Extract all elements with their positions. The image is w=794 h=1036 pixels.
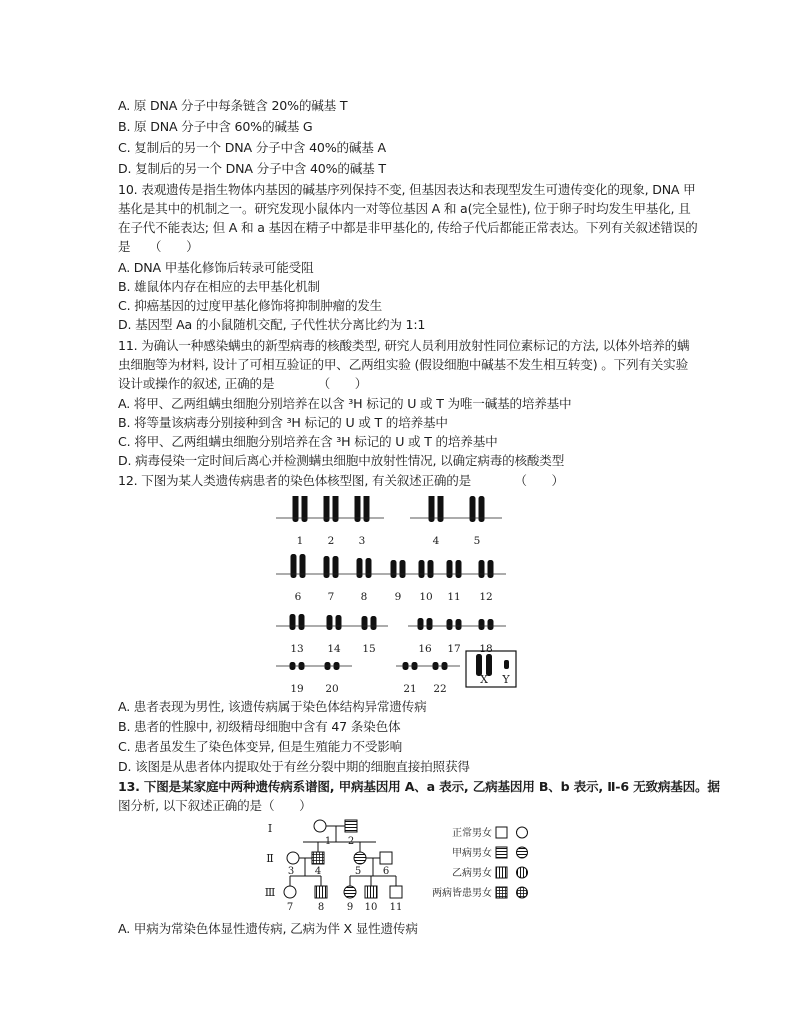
chromosome-y [504, 660, 509, 669]
legend-normal-label: 正常男女 [452, 828, 492, 839]
chromosome-number: 9 [394, 591, 402, 603]
q11-option-a: A. 将甲、乙两组螨虫细胞分别培养在以含 ³H 标记的 U 或 T 为唯一碱基的培养基中 [118, 396, 572, 411]
chromosome-x-label: X [480, 673, 488, 686]
chromosome-pair-16 [427, 618, 433, 630]
chromosome-number: 6 [294, 591, 302, 603]
chromosome-pair-8 [366, 558, 372, 578]
pedigree-id-5: 5 [354, 866, 362, 877]
chromosome-number: 16 [418, 643, 432, 655]
q9-option-d: D. 复制后的另一个 DNA 分子中含 40%的碱基 T [118, 161, 386, 176]
pedigree-iii11-male-normal [390, 886, 402, 898]
chromosome-number: 12 [479, 591, 493, 603]
chromosome-pair-8 [357, 558, 363, 578]
chromosome-pair-13 [290, 614, 296, 630]
chromosome-number: 1 [296, 535, 304, 547]
q12-option-c: C. 患者虽发生了染色体变异, 但是生殖能力不受影响 [118, 739, 403, 754]
pedigree-id-4: 4 [314, 866, 322, 877]
q10-stem-line4: 是 （ ） [118, 239, 199, 254]
pedigree-ii6-male-normal [380, 852, 392, 864]
q11-option-b: B. 将等量该病毒分别接种到含 ³H 标记的 U 或 T 的培养基中 [118, 415, 448, 430]
q9-option-c: C. 复制后的另一个 DNA 分子中含 40%的碱基 A [118, 140, 386, 155]
chromosome-number: 14 [327, 643, 341, 655]
chromosome-pair-14 [336, 615, 342, 630]
q13-option-a: A. 甲病为常染色体显性遗传病, 乙病为伴 X 显性遗传病 [118, 921, 418, 936]
q11-stem-line1: 11. 为确认一种感染螨虫的新型病毒的核酸类型, 研究人员利用放射性同位素标记的方法, 以体外培养的螨 [118, 338, 690, 353]
karyotype-baselines [276, 518, 506, 666]
pedigree-legend [432, 826, 528, 899]
pedigree-iii7-female-normal [284, 886, 296, 898]
chromosome-pair-14 [327, 615, 333, 630]
chromosome-number: 8 [360, 591, 368, 603]
chromosome-number: 5 [473, 535, 481, 547]
pedigree-iii9-female-jia [344, 886, 356, 898]
q10-option-b: B. 雄鼠体内存在相应的去甲基化机制 [118, 279, 320, 294]
chromosome-pair-13 [299, 614, 305, 630]
chromosome-number: 21 [403, 683, 417, 692]
q13-stem-line1: 13. 下图是某家庭中两种遗传病系谱图, 甲病基因用 A、a 表示, 乙病基因用 B、b 表示, Ⅱ-6 无致病基因。据 [118, 779, 720, 794]
generation-label-3: Ⅲ [264, 886, 276, 899]
pedigree-i2-male-jia [345, 820, 357, 832]
pedigree-iii8-male-yi [315, 886, 327, 898]
q12-option-d: D. 该图是从患者体内提取处于有丝分裂中期的细胞直接拍照获得 [118, 759, 470, 774]
q9-option-a: A. 原 DNA 分子中每条链含 20%的碱基 T [118, 98, 348, 113]
chromosome-pair-11 [447, 560, 453, 578]
pedigree-id-2: 2 [347, 836, 355, 847]
chromosome-number: 17 [447, 643, 461, 655]
chromosome-pair-9 [400, 560, 406, 578]
chromosome-pair-10 [428, 560, 434, 578]
q12-option-a: A. 患者表现为男性, 该遗传病属于染色体结构异常遗传病 [118, 699, 427, 714]
pedigree-ii3-female-normal [287, 852, 299, 864]
chromosome-number: 10 [419, 591, 433, 603]
chromosome-pair-9 [391, 560, 397, 578]
legend-both-female-icon [517, 887, 528, 898]
chromosome-number: 4 [432, 535, 440, 547]
pedigree-id-1: 1 [324, 836, 332, 847]
chromosome-pair-18 [479, 619, 485, 630]
chromosome-pair-6 [291, 554, 297, 578]
q10-stem-line3: 在子代不能表达; 但 A 和 a 基因在精子中都是非甲基化的, 传给子代后都能正常表达。下列有关叙述错误的 [118, 220, 698, 235]
chromosome-pair-15 [371, 616, 377, 630]
chromosome-pair-11 [456, 560, 462, 578]
q10-option-a: A. DNA 甲基化修饰后转录可能受阻 [118, 260, 314, 275]
pedigree-ii4-male-both [312, 852, 324, 864]
pedigree-id-3: 3 [287, 866, 295, 877]
chromosome-number: 18 [479, 643, 493, 655]
karyotype-numbers [290, 535, 492, 692]
chromosome-pair-16 [418, 618, 424, 630]
chromosome-pair-7 [333, 556, 339, 578]
chromosome-pair-17 [456, 619, 462, 630]
q11-stem-line2: 虫细胞等为材料, 设计了可相互验证的甲、乙两组实验 (假设细胞中碱基不发生相互转变) 。下列有关实验 [118, 357, 688, 372]
chromosome-number: 7 [327, 591, 335, 603]
legend-jia-female-icon [517, 847, 528, 858]
chromosome-number: 22 [433, 683, 447, 692]
legend-both-male-icon [496, 887, 507, 898]
chromosome-pair-15 [362, 616, 368, 630]
chromosome-number: 15 [362, 643, 376, 655]
q10-stem-line1: 10. 表观遗传是指生物体内基因的碱基序列保持不变, 但基因表达和表现型发生可遗传变化的现象, DNA 甲 [118, 182, 696, 197]
chromosome-pair-12 [479, 560, 485, 578]
pedigree-iii10-male-yi [365, 886, 377, 898]
legend-yi-male-icon [496, 867, 507, 878]
chromosome-number: 2 [327, 535, 335, 547]
q13-stem-line2: 图分析, 以下叙述正确的是（ ） [118, 798, 312, 813]
chromosome-pair-18 [488, 619, 494, 630]
chromosome-number: 3 [358, 535, 366, 547]
karyotype-chromosomes [290, 496, 510, 676]
q12-option-b: B. 患者的性腺中, 初级精母细胞中含有 47 条染色体 [118, 719, 401, 734]
chromosome-number: 13 [290, 643, 304, 655]
pedigree-id-8: 8 [317, 902, 325, 913]
pedigree-id-11: 11 [389, 902, 403, 913]
generation-label-2: Ⅱ [266, 852, 274, 865]
karyotype-figure [270, 496, 520, 692]
pedigree-i1-female-normal [314, 820, 326, 832]
q11-option-d: D. 病毒侵染一定时间后离心并检测螨虫细胞中放射性情况, 以确定病毒的核酸类型 [118, 453, 565, 468]
chromosome-pair-6 [300, 554, 306, 578]
chromosome-number: 19 [290, 683, 304, 692]
pedigree-id-10: 10 [364, 902, 378, 913]
chromosome-pair-12 [488, 560, 494, 578]
legend-both-label: 两病皆患男女 [432, 888, 492, 899]
q11-stem-line3: 设计或操作的叙述, 正确的是 （ ） [118, 376, 368, 391]
pedigree-id-9: 9 [346, 902, 354, 913]
q11-option-c: C. 将甲、乙两组螨虫细胞分别培养在含 ³H 标记的 U 或 T 的培养基中 [118, 434, 498, 449]
legend-jia-label: 甲病男女 [452, 848, 492, 859]
chromosome-number: 20 [325, 683, 339, 692]
legend-normal-male-icon [496, 827, 507, 838]
legend-normal-female-icon [517, 827, 528, 838]
pedigree-id-7: 7 [286, 902, 294, 913]
q10-stem-line2: 基化是其中的机制之一。研究发现小鼠体内一对等位基因 A 和 a(完全显性), 位于卵子时均发生甲基化, 且 [118, 201, 691, 216]
pedigree-figure [258, 814, 558, 914]
q9-option-b: B. 原 DNA 分子中含 60%的碱基 G [118, 119, 313, 134]
q12-stem: 12. 下图为某人类遗传病患者的染色体核型图, 有关叙述正确的是 （ ） [118, 473, 564, 488]
chromosome-pair-7 [324, 556, 330, 578]
pedigree-id-6: 6 [382, 866, 390, 877]
chromosome-number: 11 [447, 591, 461, 603]
chromosome-pair-17 [447, 619, 453, 630]
legend-yi-label: 乙病男女 [452, 868, 492, 879]
legend-yi-female-icon [517, 867, 528, 878]
legend-jia-male-icon [496, 847, 507, 858]
pedigree-ii5-female-jia [354, 852, 366, 864]
generation-label-1: Ⅰ [267, 822, 273, 835]
chromosome-pair-10 [419, 560, 425, 578]
q10-option-d: D. 基因型 Aa 的小鼠随机交配, 子代性状分离比约为 1:1 [118, 317, 426, 332]
q10-option-c: C. 抑癌基因的过度甲基化修饰将抑制肿瘤的发生 [118, 298, 383, 313]
chromosome-y-label: Y [502, 673, 510, 686]
